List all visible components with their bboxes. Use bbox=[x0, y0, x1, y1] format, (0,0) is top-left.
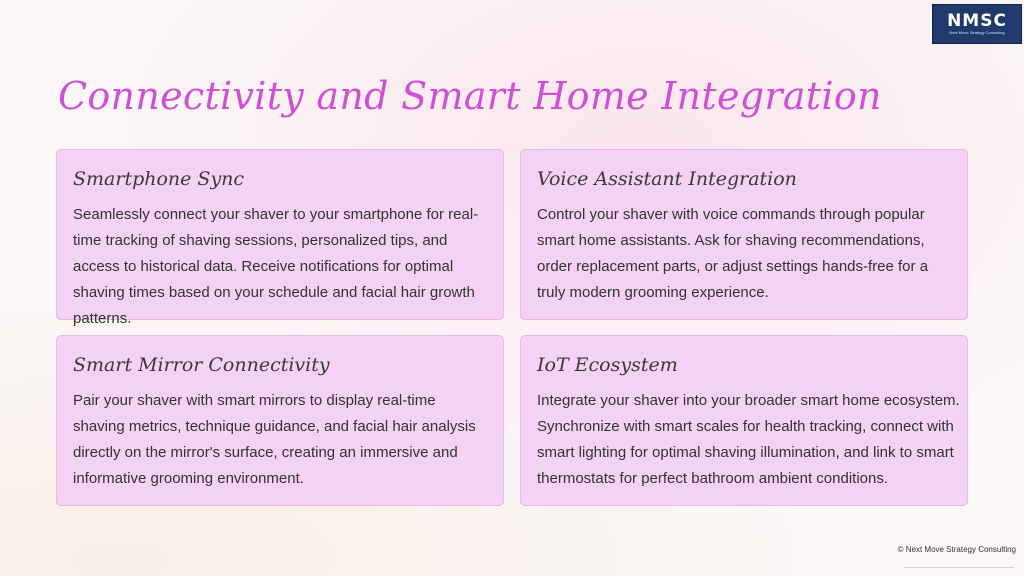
copyright-footer: © Next Move Strategy Consulting bbox=[897, 545, 1016, 554]
card-body: Integrate your shaver into your broader smart home ecosystem. Synchronize with smart scales for health tracking, connect with smart lighting for optimal shaving illumination, and link to smart thermostats for perfect bathroom ambient conditions. bbox=[537, 392, 960, 487]
card-title: IoT Ecosystem bbox=[537, 354, 678, 376]
card-title: Smart Mirror Connectivity bbox=[73, 354, 330, 376]
logo-subtitle: Next Move Strategy Consulting bbox=[949, 30, 1005, 35]
card-body: Pair your shaver with smart mirrors to display real-time shaving metrics, technique guidance, and facial hair analysis directly on the mirror's surface, creating an immersive and informative grooming environment. bbox=[73, 392, 476, 487]
card-title: Voice Assistant Integration bbox=[537, 168, 797, 190]
card-smartphone-sync bbox=[56, 149, 504, 327]
card-title: Smartphone Sync bbox=[73, 168, 245, 190]
card-body: Control your shaver with voice commands through popular smart home assistants. Ask for shaving recommendations, order replacement parts, or adjust settings hands-free for a truly modern grooming experience. bbox=[537, 206, 929, 301]
logo-text: NMSC bbox=[947, 11, 1007, 31]
card-body: Seamlessly connect your shaver to your smartphone for real-time tracking of shaving sessions, personalized tips, and access to historical data. Receive notifications for optimal shaving times based on your schedule and facial hair growth patterns. bbox=[73, 206, 479, 327]
company-logo bbox=[932, 4, 1022, 44]
footer-divider bbox=[904, 567, 1014, 568]
card-smart-mirror bbox=[56, 335, 504, 506]
card-voice-assistant bbox=[520, 149, 968, 320]
page-title: Connectivity and Smart Home Integration bbox=[58, 74, 882, 118]
card-iot-ecosystem bbox=[520, 335, 968, 506]
